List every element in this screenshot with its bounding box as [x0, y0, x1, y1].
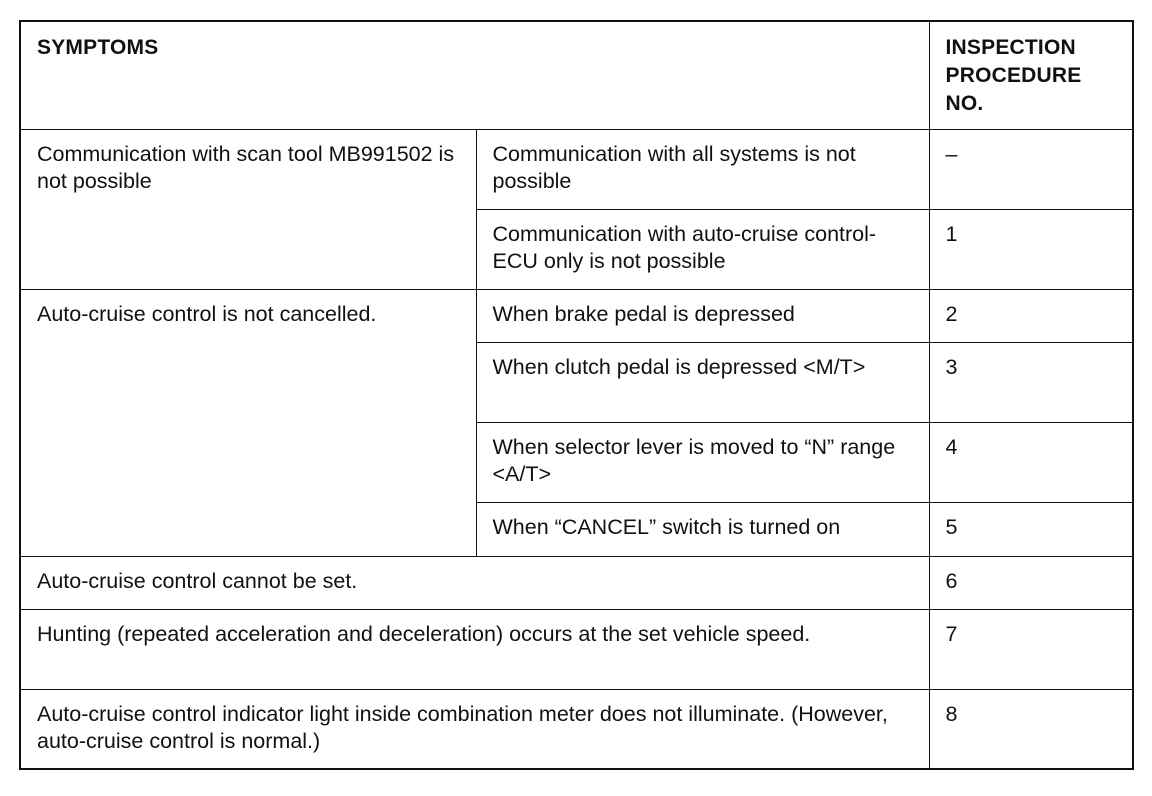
condition-text: When clutch pedal is depressed <M/T>	[492, 354, 866, 379]
symptom-text: Auto-cruise control indicator light inside combination meter does not illuminate. (However, auto-cruise control is normal.)	[37, 701, 888, 753]
symptom-cell	[20, 689, 929, 769]
header-inspection-line: NO.	[945, 92, 984, 115]
header-inspection-line: PROCEDURE	[945, 64, 1082, 87]
symptom-text: Communication with scan tool MB991502 is not possible	[37, 141, 455, 193]
procedure-number: –	[945, 141, 958, 166]
procedure-number: 5	[945, 514, 958, 539]
condition-text: When “CANCEL” switch is turned on	[492, 514, 841, 539]
condition-cell	[476, 209, 929, 289]
procedure-cell	[929, 289, 1133, 342]
procedure-cell	[929, 502, 1133, 556]
header-symptoms: SYMPTOMS	[37, 36, 159, 59]
header-row	[20, 21, 1133, 129]
condition-text: Communication with auto-cruise control-ECU only is not possible	[492, 221, 877, 273]
procedure-cell	[929, 609, 1133, 689]
condition-cell	[476, 289, 929, 342]
symptom-cell	[20, 129, 476, 289]
procedure-cell	[929, 129, 1133, 209]
condition-text: When selector lever is moved to “N” range <A/T>	[492, 434, 896, 486]
symptom-text: Auto-cruise control cannot be set.	[37, 568, 358, 593]
symptom-cell	[20, 609, 929, 689]
procedure-number: 7	[945, 621, 958, 646]
procedure-number: 6	[945, 568, 958, 593]
condition-cell	[476, 422, 929, 502]
symptom-text: Auto-cruise control is not cancelled.	[37, 301, 377, 326]
procedure-cell	[929, 689, 1133, 769]
procedure-number: 2	[945, 301, 958, 326]
procedure-cell	[929, 422, 1133, 502]
procedure-cell	[929, 556, 1133, 609]
table-row	[20, 289, 1133, 342]
procedure-cell	[929, 342, 1133, 422]
condition-cell	[476, 342, 929, 422]
condition-cell	[476, 502, 929, 556]
symptom-cell	[20, 556, 929, 609]
table-row	[20, 129, 1133, 209]
header-inspection-line: INSPECTION	[945, 36, 1076, 59]
table-row	[20, 609, 1133, 689]
procedure-number: 4	[945, 434, 958, 459]
symptoms-table	[19, 20, 1134, 770]
procedure-cell	[929, 209, 1133, 289]
condition-text: When brake pedal is depressed	[492, 301, 795, 326]
procedure-number: 1	[945, 221, 958, 246]
header-inspection-procedure	[930, 22, 1133, 126]
condition-text: Communication with all systems is not possible	[492, 141, 856, 193]
header-inspection-cell	[929, 21, 1133, 129]
procedure-number: 3	[945, 354, 958, 379]
table-row	[20, 689, 1133, 769]
condition-cell	[476, 129, 929, 209]
symptom-text: Hunting (repeated acceleration and deceleration) occurs at the set vehicle speed.	[37, 621, 811, 646]
procedure-number: 8	[945, 701, 958, 726]
header-symptoms-cell	[20, 21, 929, 129]
table-row	[20, 556, 1133, 609]
symptom-cell	[20, 289, 476, 556]
